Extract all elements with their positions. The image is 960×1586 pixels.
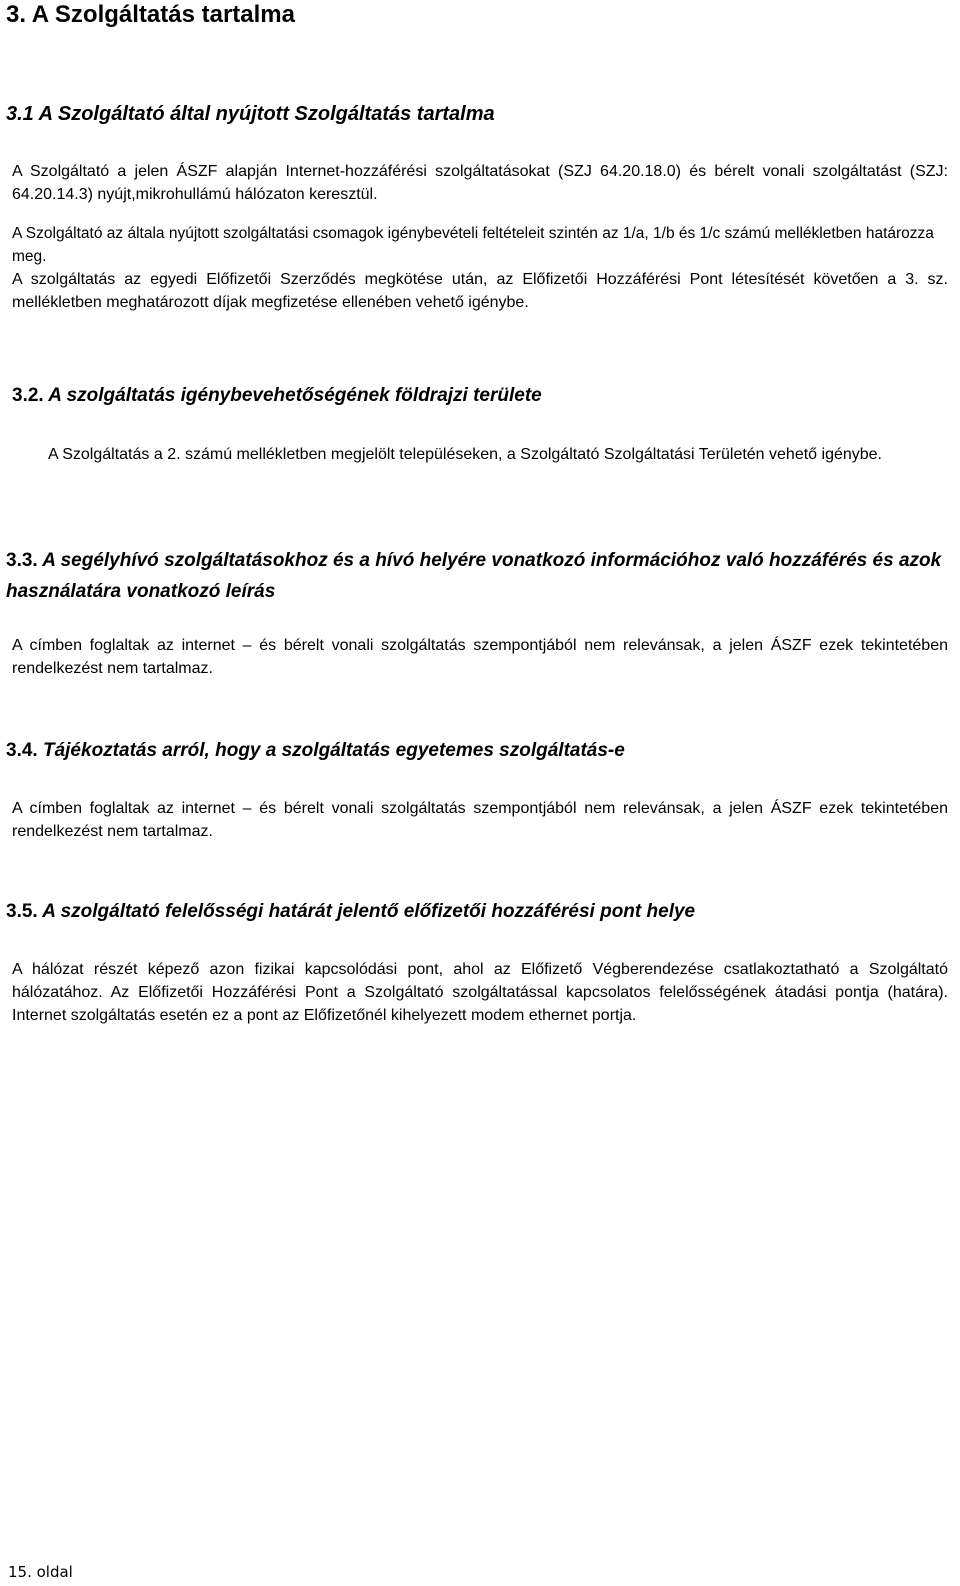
page-number: 15. oldal: [8, 1563, 73, 1581]
section-3-4-number: 3.4.: [6, 740, 38, 761]
section-3-1-title: 3.1 A Szolgáltató által nyújtott Szolgáltatás tartalma: [6, 103, 495, 125]
section-3-5-heading: [6, 899, 954, 925]
section-3-5-paragraph-1: A hálózat részét képező azon fizikai kapcsolódási pont, ahol az Előfizető Végberendezése csatlakoztatható a Szolgáltató hálózatához. Az Előfizetői Hozzáférési Pont a Szolgáltató szolgáltatással kapcsolatos felelősségének átadási pontja (határa). Internet szolgáltatás esetén ez a pont az Előfizetőnél kihelyezett modem ethernet portja.: [12, 961, 948, 1024]
section-3-3-number: 3.3.: [6, 550, 38, 571]
section-3-3-title: A segélyhívó szolgáltatásokhoz és a hívó helyére vonatkozó információhoz való hozzáférés és azok használatára vonatkozó leírás: [6, 550, 942, 602]
section-3-4-heading: [6, 738, 954, 764]
section-3-3-paragraph-1: A címben foglaltak az internet – és bérelt vonali szolgáltatás szempontjából nem relevánsak, a jelen ÁSZF ezek tekintetében rendelkezést nem tartalmaz.: [12, 637, 948, 677]
section-3-5-title: A szolgáltató felelősségi határát jelentő előfizetői hozzáférési pont helye: [42, 901, 696, 922]
section-3-4-title: Tájékoztatás arról, hogy a szolgáltatás egyetemes szolgáltatás-e: [42, 740, 625, 761]
main-heading: 3. A Szolgáltatás tartalma: [6, 1, 295, 28]
section-3-1-paragraph-3: A szolgáltatás az egyedi Előfizetői Szerződés megkötése után, az Előfizetői Hozzáférési Pont létesítését követően a 3. sz. mellékletben meghatározott díjak megfizetése ellenében vehető igénybe.: [12, 271, 948, 311]
section-3-4-paragraph-1: A címben foglaltak az internet – és bérelt vonali szolgáltatás szempontjából nem relevánsak, a jelen ÁSZF ezek tekintetében rendelkezést nem tartalmaz.: [12, 800, 948, 840]
section-3-2-paragraph-1: A Szolgáltatás a 2. számú mellékletben megjelölt településeken, a Szolgáltató Szolgáltatási Területén vehető igénybe.: [48, 446, 882, 463]
section-3-1-paragraph-2: A Szolgáltató az általa nyújtott szolgáltatási csomagok igénybevételi feltételeit szintén az 1/a, 1/b és 1/c számú mellékletben határozza meg.: [12, 225, 934, 265]
section-3-2-title: A szolgáltatás igénybevehetőségének földrajzi területe: [48, 385, 542, 406]
section-3-5-number: 3.5.: [6, 901, 38, 922]
section-3-1-paragraph-1: A Szolgáltató a jelen ÁSZF alapján Internet-hozzáférési szolgáltatásokat (SZJ 64.20.18.0) és bérelt vonali szolgáltatást (SZJ: 64.20.14.3) nyújt,mikrohullámú hálózaton keresztül.: [12, 163, 948, 203]
section-3-3-heading: [6, 545, 954, 607]
section-3-2-number: 3.2.: [12, 385, 44, 406]
section-3-2-heading: [12, 383, 952, 409]
